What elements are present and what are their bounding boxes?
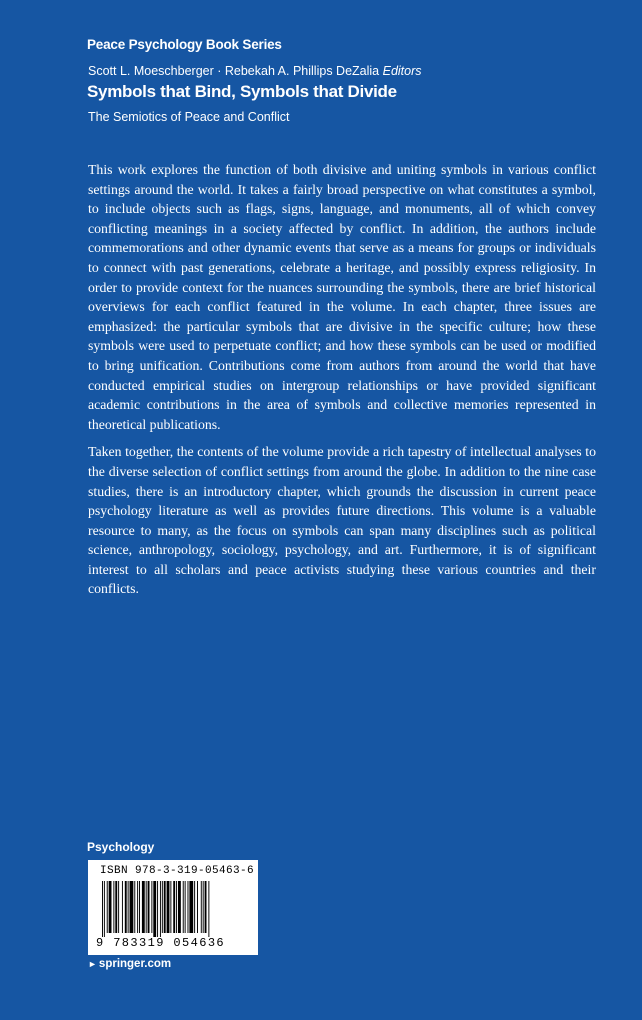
editors-role: Editors (382, 64, 422, 78)
series-name: Peace Psychology Book Series (87, 37, 282, 52)
isbn-label: ISBN 978-3-319-05463-6 (100, 865, 255, 877)
barcode-box (88, 860, 258, 955)
editors-line (88, 64, 422, 78)
publisher-link[interactable] (88, 958, 171, 970)
barcode-icon (102, 881, 246, 937)
description-paragraph: This work explores the function of both divisive and uniting symbols in various conflict settings around the world. It takes a fairly broad perspective on what constitutes a symbol, to include objects such as flags, signs, language, and monuments, all of which convey conflicting meanings in a society affected by conflict. In addition, the authors include commemorations and other dynamic events that serve as a means for groups or individuals to connect with past generations, celebrate a heritage, and possibly express religiosity. In order to provide context for the nuances surrounding the symbols, there are brief historical overviews for each conflict featured in the volume. In each chapter, three issues are emphasized: the particular symbols that are divisive in the specific culture; how these symbols were used to perpetuate conflict; and how these symbols can be used or modified to bring unification. Contributions come from authors from around the world that have conducted empirical studies on intergroup relationships or have provided significant academic contributions in the area of symbols and collective memories represented in theoretical publications. (88, 162, 596, 432)
publisher-link-text: springer.com (98, 958, 172, 970)
barcode-digits: 9 783319 054636 (96, 936, 226, 950)
description (88, 160, 596, 607)
arrow-right-icon: ► (88, 959, 97, 969)
category-label: Psychology (87, 840, 155, 854)
book-title: Symbols that Bind, Symbols that Divide (87, 82, 397, 101)
editor-names: Scott L. Moeschberger · Rebekah A. Phillips DeZalia (88, 64, 380, 78)
description-paragraph: Taken together, the contents of the volume provide a rich tapestry of intellectual analyses to the diverse selection of conflict settings from around the globe. In addition to the nine case studies, there is an introductory chapter, which grounds the discussion in current peace psychology literature as well as provides future directions. This volume is a valuable resource to many, as the focus on symbols can span many disciplines such as political science, anthropology, sociology, psychology, and art. Furthermore, it is of significant interest to all scholars and peace activists studying these various countries and their conflicts. (88, 444, 596, 597)
book-subtitle: The Semiotics of Peace and Conflict (88, 110, 290, 124)
